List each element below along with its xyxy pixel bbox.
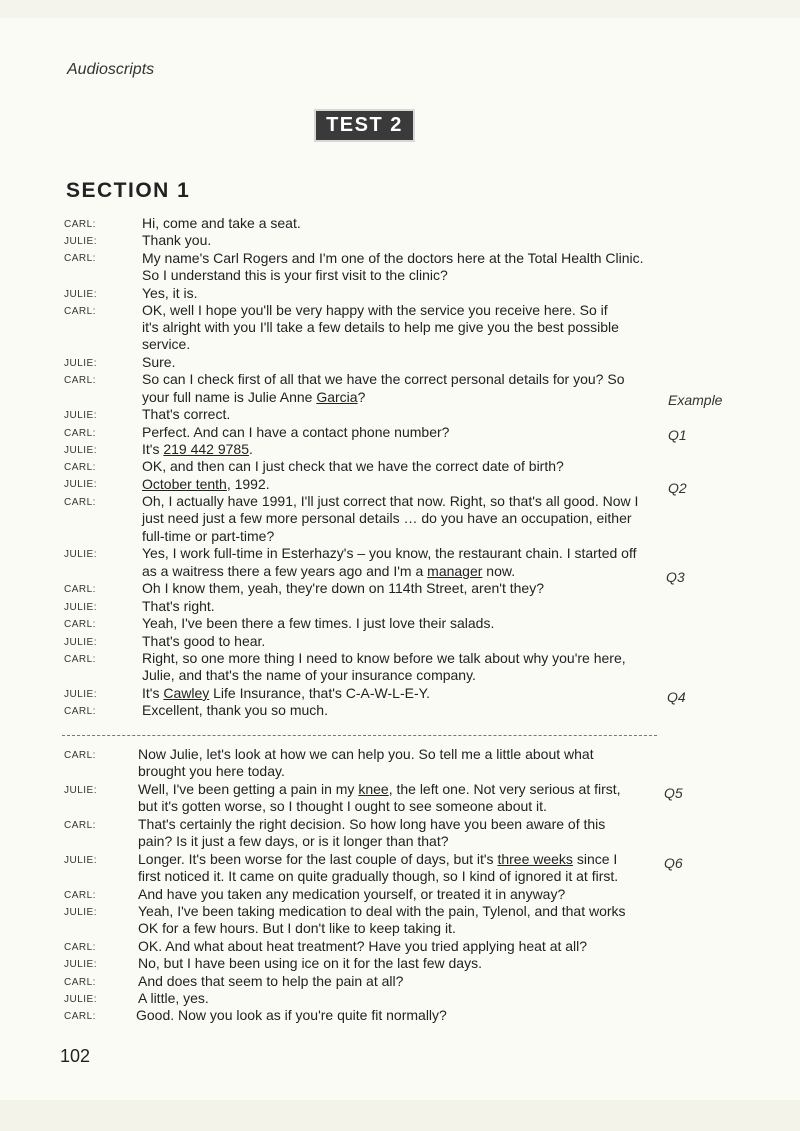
dialogue-line: Perfect. And can I have a contact phone number? bbox=[142, 424, 450, 440]
section-divider bbox=[62, 735, 657, 736]
speaker-label: CARL: bbox=[64, 584, 96, 595]
answer-underline: knee bbox=[358, 781, 389, 797]
speaker-label: JULIE: bbox=[64, 602, 98, 613]
speaker-label: CARL: bbox=[64, 706, 96, 717]
speaker-label: JULIE: bbox=[64, 689, 98, 700]
speaker-label: CARL: bbox=[64, 750, 96, 761]
speaker-label: CARL: bbox=[64, 619, 96, 630]
speaker-label: CARL: bbox=[64, 1011, 96, 1022]
dialogue-line: That's certainly the right decision. So how long have you been aware of this bbox=[138, 816, 606, 832]
dialogue-line: OK, and then can I just check that we have the correct date of birth? bbox=[142, 458, 564, 474]
line-text: It's bbox=[142, 441, 164, 457]
speaker-label: CARL: bbox=[64, 977, 96, 988]
dialogue-line: Thank you. bbox=[142, 232, 212, 248]
speaker-label: CARL: bbox=[64, 890, 96, 901]
speaker-label: CARL: bbox=[64, 942, 96, 953]
dialogue-line: Julie, and that's the name of your insurance company. bbox=[142, 667, 476, 683]
dialogue-line: Yes, it is. bbox=[142, 285, 198, 301]
section-title: SECTION 1 bbox=[66, 179, 191, 202]
question-marker-q5: Q5 bbox=[664, 785, 683, 801]
speaker-label: CARL: bbox=[64, 375, 96, 386]
page-edge-top bbox=[0, 0, 800, 18]
dialogue-line bbox=[138, 781, 621, 798]
speaker-label: JULIE: bbox=[64, 410, 98, 421]
dialogue-line: Sure. bbox=[142, 354, 176, 370]
speaker-label: JULIE: bbox=[64, 549, 98, 560]
dialogue-line: OK, well I hope you'll be very happy with the service you receive here. So if bbox=[142, 302, 608, 318]
line-text: , the left one. Not very serious at first, bbox=[388, 781, 621, 797]
dialogue-line bbox=[142, 563, 515, 580]
line-text: It's bbox=[142, 685, 164, 701]
dialogue-line: Oh, I actually have 1991, I'll just correct that now. Right, so that's all good. Now I bbox=[142, 493, 639, 509]
line-text: ? bbox=[357, 389, 366, 405]
speaker-label: CARL: bbox=[64, 253, 96, 264]
speaker-label: CARL: bbox=[64, 219, 96, 230]
speaker-label: CARL: bbox=[64, 428, 96, 439]
dialogue-line: Good. Now you look as if you're quite fit normally? bbox=[136, 1007, 447, 1023]
speaker-label: JULIE: bbox=[64, 994, 98, 1005]
dialogue-line: Hi, come and take a seat. bbox=[142, 215, 301, 231]
dialogue-line: And does that seem to help the pain at all? bbox=[138, 973, 404, 989]
dialogue-line: That's correct. bbox=[142, 406, 231, 422]
dialogue-line: That's good to hear. bbox=[142, 633, 266, 649]
answer-underline: October tenth bbox=[142, 476, 227, 492]
dialogue-line bbox=[138, 851, 617, 868]
answer-underline: 219 442 9785 bbox=[163, 441, 249, 457]
question-marker-q2: Q2 bbox=[668, 480, 687, 496]
speaker-label: JULIE: bbox=[64, 907, 98, 918]
page-edge-bottom bbox=[0, 1100, 800, 1131]
line-text: now. bbox=[482, 563, 516, 579]
dialogue-line: And have you taken any medication yourself, or treated it in anyway? bbox=[138, 886, 566, 902]
question-marker-q1: Q1 bbox=[668, 427, 687, 443]
speaker-label: CARL: bbox=[64, 820, 96, 831]
answer-underline: three weeks bbox=[497, 851, 573, 867]
speaker-label: JULIE: bbox=[64, 959, 98, 970]
dialogue-line: Yes, I work full-time in Esterhazy's – you know, the restaurant chain. I started off bbox=[142, 545, 637, 561]
answer-underline: Garcia bbox=[316, 389, 358, 405]
dialogue-line: just need just a few more personal details … do you have an occupation, either bbox=[142, 510, 632, 526]
dialogue-line: first noticed it. It came on quite gradually though, so I kind of ignored it at first. bbox=[138, 868, 619, 884]
dialogue-line: No, but I have been using ice on it for the last few days. bbox=[138, 955, 482, 971]
line-text: Well, I've been getting a pain in my bbox=[138, 781, 359, 797]
line-text: Longer. It's been worse for the last couple of days, but it's bbox=[138, 851, 498, 867]
speaker-label: JULIE: bbox=[64, 445, 98, 456]
running-header: Audioscripts bbox=[67, 61, 155, 78]
speaker-label: CARL: bbox=[64, 306, 96, 317]
dialogue-line: So I understand this is your first visit to the clinic? bbox=[142, 267, 448, 283]
dialogue-line bbox=[142, 389, 365, 406]
line-text: since I bbox=[572, 851, 618, 867]
dialogue-line bbox=[142, 476, 270, 493]
dialogue-line: brought you here today. bbox=[138, 763, 285, 779]
question-marker-q6: Q6 bbox=[664, 855, 683, 871]
question-marker-q3: Q3 bbox=[666, 569, 685, 585]
answer-underline: manager bbox=[427, 563, 483, 579]
speaker-label: JULIE: bbox=[64, 479, 98, 490]
line-text: as a waitress there a few years ago and I'm a bbox=[142, 563, 428, 579]
dialogue-line: full-time or part-time? bbox=[142, 528, 275, 544]
line-text: Life Insurance, that's C-A-W-L-E-Y. bbox=[209, 685, 431, 701]
speaker-label: JULIE: bbox=[64, 289, 98, 300]
speaker-label: CARL: bbox=[64, 497, 96, 508]
speaker-label: JULIE: bbox=[64, 637, 98, 648]
dialogue-line: A little, yes. bbox=[138, 990, 209, 1006]
test-badge: TEST 2 bbox=[314, 109, 415, 142]
dialogue-line: pain? Is it just a few days, or is it longer than that? bbox=[138, 833, 449, 849]
dialogue-line: Excellent, thank you so much. bbox=[142, 702, 328, 718]
dialogue-line: Yeah, I've been there a few times. I just love their salads. bbox=[142, 615, 495, 631]
question-marker-q4: Q4 bbox=[667, 689, 686, 705]
dialogue-line: Oh I know them, yeah, they're down on 114th Street, aren't they? bbox=[142, 580, 544, 596]
speaker-label: CARL: bbox=[64, 654, 96, 665]
dialogue-line: service. bbox=[142, 336, 191, 352]
dialogue-line bbox=[142, 685, 430, 702]
speaker-label: JULIE: bbox=[64, 236, 98, 247]
dialogue-line bbox=[142, 441, 253, 458]
speaker-label: JULIE: bbox=[64, 855, 98, 866]
line-text: , 1992. bbox=[226, 476, 270, 492]
dialogue-line: Right, so one more thing I need to know before we talk about why you're here, bbox=[142, 650, 626, 666]
dialogue-line: but it's gotten worse, so I thought I ought to see someone about it. bbox=[138, 798, 547, 814]
speaker-label: JULIE: bbox=[64, 785, 98, 796]
dialogue-line: OK for a few hours. But I don't like to keep taking it. bbox=[138, 920, 456, 936]
speaker-label: CARL: bbox=[64, 462, 96, 473]
dialogue-line: Now Julie, let's look at how we can help you. So tell me a little about what bbox=[138, 746, 594, 762]
example-marker: Example bbox=[668, 392, 723, 408]
answer-underline: Cawley bbox=[163, 685, 210, 701]
speaker-label: JULIE: bbox=[64, 358, 98, 369]
dialogue-line: it's alright with you I'll take a few details to help me give you the best possible bbox=[142, 319, 619, 335]
dialogue-line: Yeah, I've been taking medication to deal with the pain, Tylenol, and that works bbox=[138, 903, 626, 919]
dialogue-line: So can I check first of all that we have the correct personal details for you? So bbox=[142, 371, 625, 387]
line-text: your full name is Julie Anne bbox=[142, 389, 317, 405]
page-number: 102 bbox=[60, 1046, 91, 1066]
dialogue-line: That's right. bbox=[142, 598, 215, 614]
dialogue-line: OK. And what about heat treatment? Have you tried applying heat at all? bbox=[138, 938, 588, 954]
dialogue-line: My name's Carl Rogers and I'm one of the doctors here at the Total Health Clinic. bbox=[142, 250, 644, 266]
line-text: . bbox=[248, 441, 253, 457]
